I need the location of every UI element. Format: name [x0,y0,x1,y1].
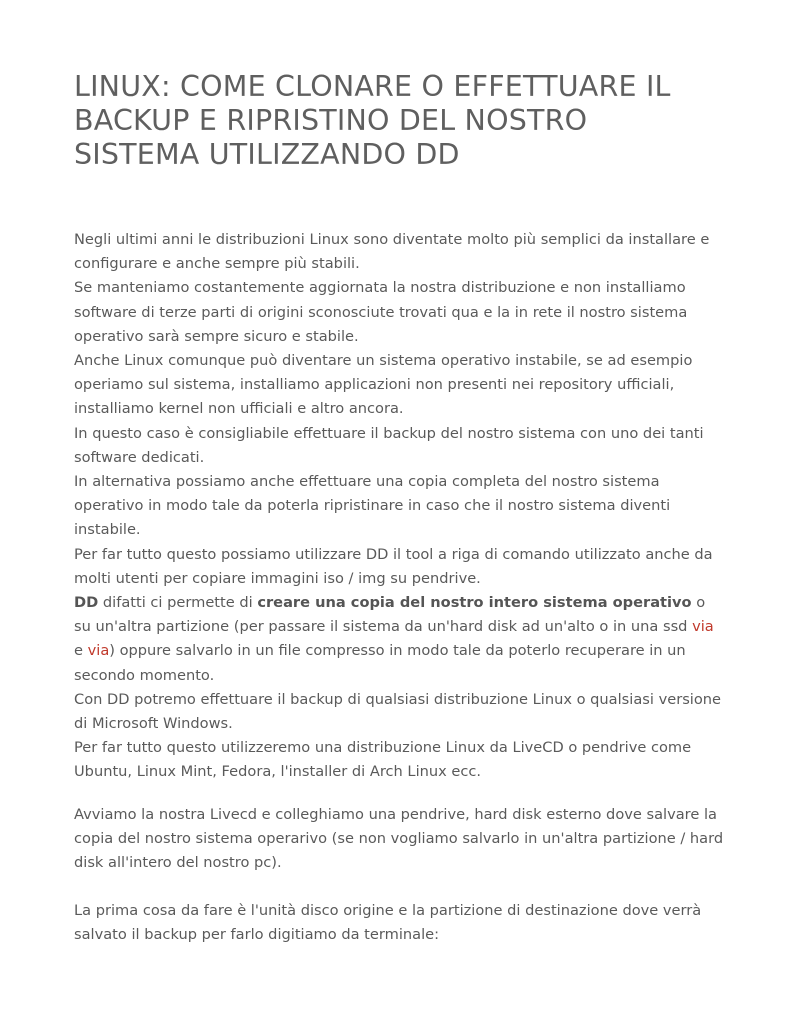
via-link-1[interactable]: via [692,618,714,636]
dd-bold: DD [74,594,99,612]
paragraph-9: Per far tutto questo utilizzeremo una distribuzione Linux da LiveCD o pendrive come Ubuntu, Linux Mint, Fedora, l'installer di Arch Linux ecc. [74,739,692,781]
paragraph-10: Avviamo la nostra Livecd e colleghiamo una pendrive, hard disk esterno dove salvare la copia del nostro sistema operarivo (se non vogliamo salvarlo in un'altra partizione / hard disk all'intero del nostro pc). [74,805,724,872]
copy-system-bold: creare una copia del nostro intero sistema operativo [257,594,692,612]
paragraph-7-text-4: ) oppure salvarlo in un file compresso in modo tale da poterlo recuperare in un secondo momento. [74,642,686,684]
paragraph-4: In questo caso è consigliabile effettuare il backup del nostro sistema con uno dei tanti software dedicati. [74,424,704,466]
paragraph-3: Anche Linux comunque può diventare un sistema operativo instabile, se ad esempio operiamo sul sistema, installiamo applicazioni non presenti nei repository ufficiali, installiamo kernel non ufficiali e altro ancora. [74,352,693,418]
paragraph-7-text-3: e [74,642,88,660]
paragraph-1: Negli ultimi anni le distribuzioni Linux sono diventate molto più semplici da installare e configurare e anche sempre più stabili. [74,231,710,273]
paragraph-5: In alternativa possiamo anche effettuare una copia completa del nostro sistema operativo in modo tale da poterla ripristinare in caso che il nostro sistema diventi instabile. [74,473,671,539]
paragraph-7-text-1: difatti ci permette di [98,594,258,612]
paragraph-2: Se manteniamo costantemente aggiornata la nostra distribuzione e non installiamo software di terze parti di origini sconosciute trovati qua e la in rete il nostro sistema operativo sarà sempre sicuro e stabile. [74,279,688,345]
paragraph-7-text-2: o su un'altra partizione (per passare il sistema da un'hard disk ad un'alto o in una ssd [74,594,706,636]
article-body [74,228,724,948]
page-title: LINUX: COME CLONARE O EFFETTUARE IL BACKUP E RIPRISTINO DEL NOSTRO SISTEMA UTILIZZANDO DD [74,70,671,171]
paragraph-8: Con DD potremo effettuare il backup di qualsiasi distribuzione Linux o qualsiasi versione di Microsoft Windows. [74,690,722,733]
article [74,70,724,948]
via-link-2[interactable]: via [87,642,110,660]
paragraph-7 [74,591,724,688]
paragraph-11: La prima cosa da fare è l'unità disco origine e la partizione di destinazione dove verrà salvato il backup per farlo digitiamo da terminale: [74,902,702,944]
paragraph-6: Per far tutto questo possiamo utilizzare DD il tool a riga di comando utilizzato anche da molti utenti per copiare immagini iso / img su pendrive. [74,545,713,587]
